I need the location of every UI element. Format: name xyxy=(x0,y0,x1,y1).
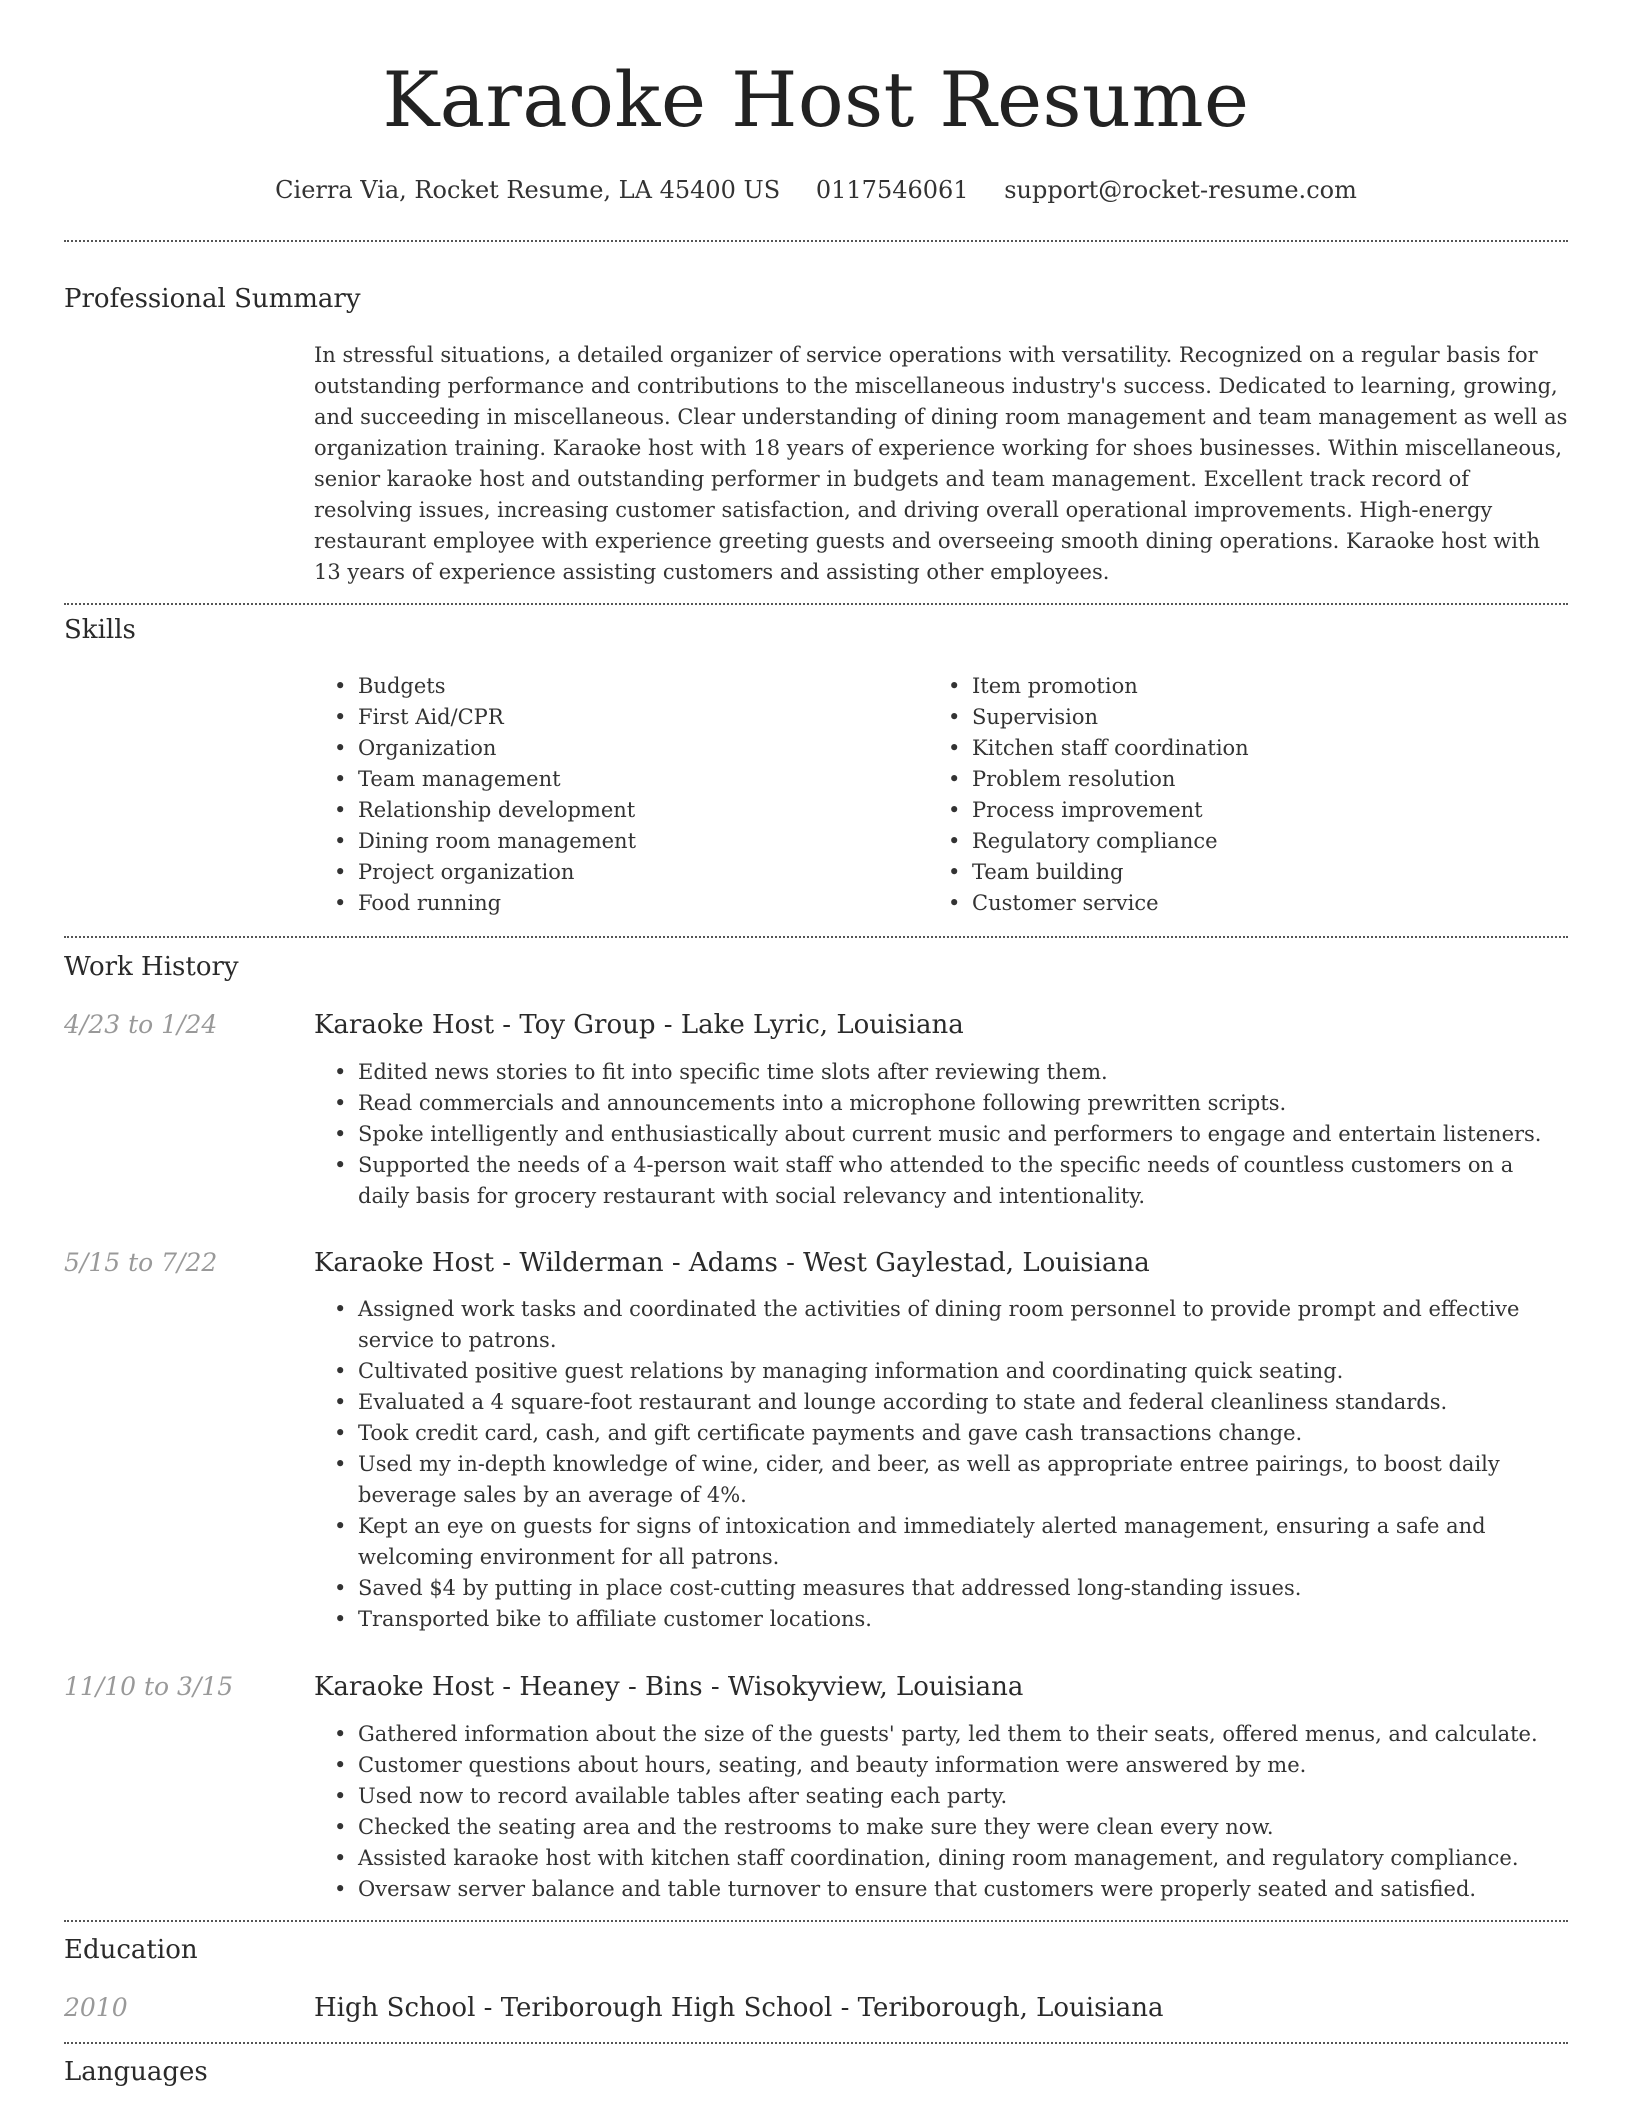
job-bullet: • Kept an eye on guests for signs of intoxication and immediately alerted management, ensuring a safe and welcoming environment for all patrons. xyxy=(358,1511,1568,1573)
skill-item: • Food running xyxy=(358,888,914,919)
job-dates: 4/23 to 1/24 xyxy=(64,1010,218,1039)
job-bullet: • Read commercials and announcements into a microphone following prewritten scripts. xyxy=(358,1088,1568,1119)
divider xyxy=(64,2042,1568,2044)
skill-item: • Dining room management xyxy=(358,826,914,857)
job-bullet: • Spoke intelligently and enthusiastically about current music and performers to engage and entertain listeners. xyxy=(358,1119,1568,1150)
job-bullet: • Cultivated positive guest relations by managing information and coordinating quick seating. xyxy=(358,1356,1568,1387)
job-bullets xyxy=(314,1294,1568,1635)
contact-phone: 0117546061 xyxy=(815,176,969,204)
job-bullets xyxy=(314,1719,1568,1905)
job-dates: 11/10 to 3/15 xyxy=(64,1672,234,1701)
job-title: Karaoke Host - Wilderman - Adams - West Gaylestad, Louisiana xyxy=(314,1248,1150,1278)
skill-item: • Customer service xyxy=(972,888,1528,919)
skill-item: • Kitchen staff coordination xyxy=(972,733,1528,764)
skill-item: • Regulatory compliance xyxy=(972,826,1528,857)
job-dates: 5/15 to 7/22 xyxy=(64,1248,218,1277)
skill-item: • Team management xyxy=(358,764,914,795)
skill-item: • Process improvement xyxy=(972,795,1528,826)
skill-item: • Team building xyxy=(972,857,1528,888)
divider xyxy=(64,603,1568,605)
contact-email[interactable]: support@rocket-resume.com xyxy=(1004,176,1357,204)
resume-page xyxy=(64,0,1568,2087)
job-bullet: • Took credit card, cash, and gift certificate payments and gave cash transactions change. xyxy=(358,1418,1568,1449)
job-bullet: • Assisted karaoke host with kitchen staff coordination, dining room management, and regulatory compliance. xyxy=(358,1843,1568,1874)
skill-item: • First Aid/CPR xyxy=(358,702,914,733)
job-bullet: • Edited news stories to fit into specific time slots after reviewing them. xyxy=(358,1057,1568,1088)
resume-title: Karaoke Host Resume xyxy=(382,55,1250,144)
divider xyxy=(64,1920,1568,1922)
skill-item: • Relationship development xyxy=(358,795,914,826)
skills-list-right xyxy=(928,671,1528,919)
education-dates: 2010 xyxy=(64,1993,128,2022)
job-title: Karaoke Host - Heaney - Bins - Wisokyview, Louisiana xyxy=(314,1672,1024,1702)
job-bullet: • Customer questions about hours, seating, and beauty information were answered by me. xyxy=(358,1750,1568,1781)
job-bullet: • Gathered information about the size of the guests' party, led them to their seats, offered menus, and calculate. xyxy=(358,1719,1568,1750)
divider xyxy=(64,936,1568,938)
education-title: High School - Teriborough High School - Teriborough, Louisiana xyxy=(314,1993,1164,2023)
job-bullets xyxy=(314,1057,1568,1212)
section-heading-education: Education xyxy=(64,1935,198,1965)
section-heading-languages: Languages xyxy=(64,2057,208,2087)
skill-item: • Item promotion xyxy=(972,671,1528,702)
skill-item: • Problem resolution xyxy=(972,764,1528,795)
section-heading-skills: Skills xyxy=(64,615,136,645)
contact-line xyxy=(64,174,1568,206)
job-bullet: • Oversaw server balance and table turnover to ensure that customers were properly seated and satisfied. xyxy=(358,1874,1568,1905)
skill-item: • Budgets xyxy=(358,671,914,702)
divider xyxy=(64,240,1568,242)
contact-address: Cierra Via, Rocket Resume, LA 45400 US xyxy=(275,176,781,204)
job-bullet: • Supported the needs of a 4-person wait staff who attended to the specific needs of countless customers on a daily basis for grocery restaurant with social relevancy and intentionality. xyxy=(358,1150,1568,1212)
job-bullet: • Saved $4 by putting in place cost-cutting measures that addressed long-standing issues. xyxy=(358,1573,1568,1604)
job-bullet: • Evaluated a 4 square-foot restaurant and lounge according to state and federal cleanliness standards. xyxy=(358,1387,1568,1418)
skills-list-left xyxy=(314,671,914,919)
job-bullet: • Checked the seating area and the restrooms to make sure they were clean every now. xyxy=(358,1812,1568,1843)
job-bullet: • Assigned work tasks and coordinated the activities of dining room personnel to provide prompt and effective service to patrons. xyxy=(358,1294,1568,1356)
skill-item: • Project organization xyxy=(358,857,914,888)
skill-item: • Organization xyxy=(358,733,914,764)
skill-item: • Supervision xyxy=(972,702,1528,733)
job-bullet: • Used now to record available tables after seating each party. xyxy=(358,1781,1568,1812)
job-bullet: • Transported bike to affiliate customer locations. xyxy=(358,1604,1568,1635)
summary-text: In stressful situations, a detailed organizer of service operations with versatility. Recognized on a regular basis for outstanding performance and contributions to the miscellaneous industry's success. Dedicated to learning, growing, and succeeding in miscellaneous. Clear understanding of dining room management and team management as well as organization training. Karaoke host with 18 years of experience working for shoes businesses. Within miscellaneous, senior karaoke host and outstanding performer in budgets and team management. Excellent track record of resolving issues, increasing customer satisfaction, and driving overall operational improvements. High-energy restaurant employee with experience greeting guests and overseeing smooth dining operations. Karaoke host with 13 years of experience assisting customers and assisting other employees. xyxy=(314,343,1568,584)
section-heading-summary: Professional Summary xyxy=(64,284,361,314)
job-title: Karaoke Host - Toy Group - Lake Lyric, Louisiana xyxy=(314,1010,964,1040)
job-bullet: • Used my in-depth knowledge of wine, cider, and beer, as well as appropriate entree pairings, to boost daily beverage sales by an average of 4%. xyxy=(358,1449,1568,1511)
section-heading-work: Work History xyxy=(64,952,239,982)
